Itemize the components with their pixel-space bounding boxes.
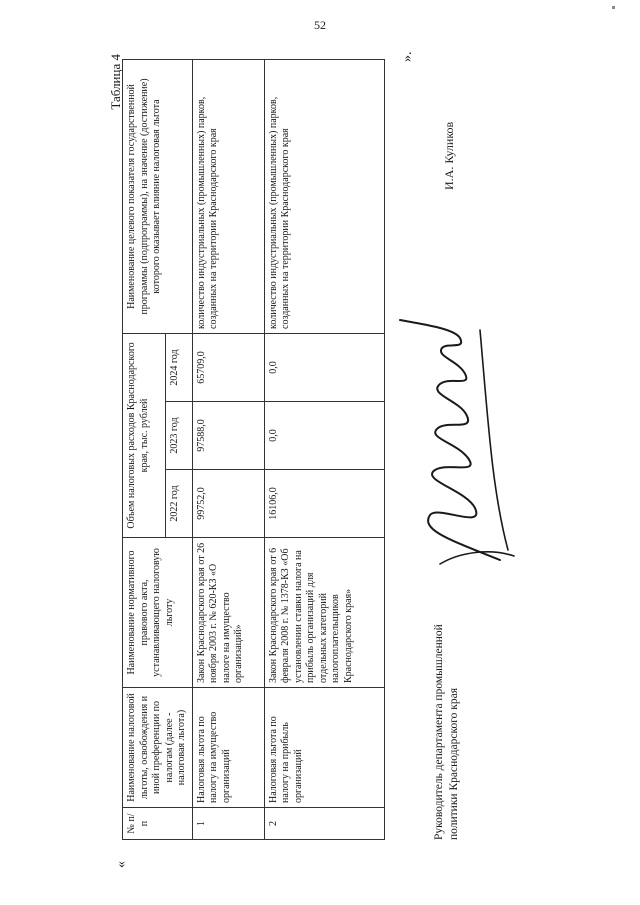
row-value-2024: 0,0 bbox=[264, 333, 384, 401]
opening-quote: « bbox=[114, 861, 129, 868]
handwritten-signature bbox=[380, 310, 520, 570]
row-value-2022: 99752,0 bbox=[192, 470, 264, 538]
header-year-2022: 2022 год bbox=[166, 470, 192, 538]
row-act: Закон Краснодарского края от 26 ноября 2003 г. № 620-КЗ «О налоге на имущество организаций» bbox=[192, 538, 264, 688]
header-year-2024: 2024 год bbox=[166, 333, 192, 401]
row-act: Закон Краснодарского края от 6 февраля 2008 г. № 1378-КЗ «Об установлении ставки налога на прибыль организаций для отдельных категорий налогоплательщиков Краснодарского края» bbox=[264, 538, 384, 688]
table-row bbox=[192, 59, 264, 839]
row-value-2022: 16106,0 bbox=[264, 470, 384, 538]
header-volume: Объем налоговых расходов Краснодарского края, тыс. рублей bbox=[123, 333, 166, 537]
scan-speck bbox=[612, 6, 615, 9]
header-act: Наименование нормативного правового акта, устанавливающего налоговую льготу bbox=[123, 538, 193, 688]
row-indicator: количество индустриальных (промышленных) парков, созданных на территории Краснодарского края bbox=[264, 59, 384, 333]
page-number: 52 bbox=[314, 18, 326, 32]
table-caption: Таблица 4 bbox=[108, 54, 123, 110]
tax-expenditure-table bbox=[122, 59, 385, 840]
header-num: № п/п bbox=[123, 808, 193, 840]
row-value-2023: 97588,0 bbox=[192, 402, 264, 470]
landscape-content bbox=[40, 50, 510, 870]
row-benefit: Налоговая льгота по налогу на имущество организаций bbox=[192, 688, 264, 808]
header-benefit: Наименование налоговой льготы, освобождения и иной преференции по налогам (далее - налоговая льгота) bbox=[123, 688, 193, 808]
row-num: 1 bbox=[192, 808, 264, 840]
table-row bbox=[264, 59, 384, 839]
row-value-2023: 0,0 bbox=[264, 402, 384, 470]
header-row bbox=[123, 59, 166, 839]
signer-title: Руководитель департамента промышленной политики Краснодарского края bbox=[433, 624, 460, 840]
row-benefit: Налоговая льгота по налогу на прибыль организаций bbox=[264, 688, 384, 808]
row-indicator: количество индустриальных (промышленных) парков, созданных на территории Краснодарского края bbox=[192, 59, 264, 333]
header-indicator: Наименование целевого показателя государственной программы (подпрограммы), на значение (достижение) которого оказывает влияние налоговая льгота bbox=[123, 59, 193, 333]
header-year-2023: 2023 год bbox=[166, 402, 192, 470]
row-num: 2 bbox=[264, 808, 384, 840]
row-value-2024: 65709,0 bbox=[192, 333, 264, 401]
signer-name: И.А. Куликов bbox=[442, 121, 456, 190]
closing-quote: ». bbox=[400, 51, 415, 62]
